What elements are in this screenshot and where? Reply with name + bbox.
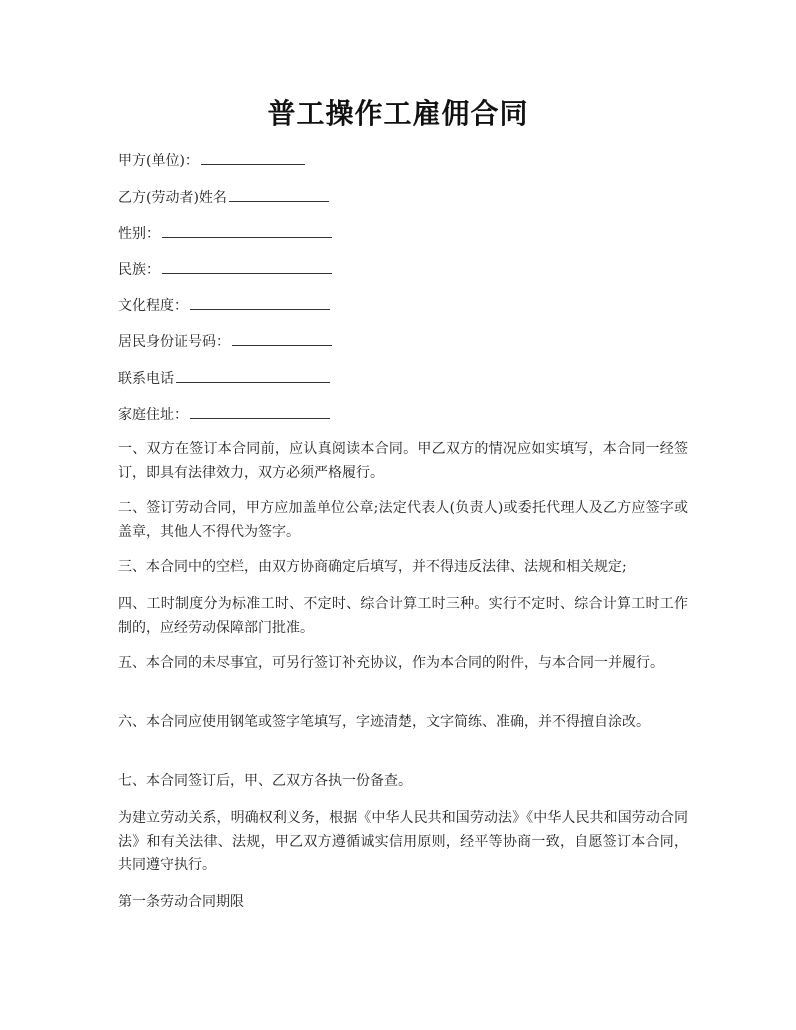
party-b-name-blank[interactable] — [229, 187, 329, 202]
party-a-blank[interactable] — [201, 150, 305, 165]
note-1: 一、双方在签订本合同前，应认真阅读本合同。甲乙双方的情况应如实填写，本合同一经签订，即具有法律效力，双方必须严格履行。 — [118, 441, 688, 481]
id-number-label: 居民身份证号码： — [118, 334, 230, 350]
preamble-paragraph: 为建立劳动关系，明确权利义务，根据《中华人民共和国劳动法》《中华人民共和国劳动合同法》和有关法律、法规，甲乙双方遵循诚实信用原则，经平等协商一致，自愿签订本合同，共同遵守执行。 — [118, 810, 688, 873]
phone-field — [118, 368, 330, 389]
education-label: 文化程度： — [118, 298, 188, 314]
note-5: 五、本合同的未尽事宜，可另行签订补充协议，作为本合同的附件，与本合同一并履行。 — [118, 655, 664, 671]
phone-label: 联系电话 — [118, 371, 174, 387]
note-2: 二、签订劳动合同，甲方应加盖单位公章;法定代表人(负责人)或委托代理人及乙方应签字或盖章，其他人不得代为签字。 — [118, 500, 688, 540]
note-4: 四、工时制度分为标准工时、不定时、综合计算工时三种。实行不定时、综合计算工时工作制的，应经劳动保障部门批准。 — [118, 596, 688, 636]
id-number-field — [118, 331, 332, 352]
id-number-blank[interactable] — [232, 331, 332, 346]
note-7: 七、本合同签订后，甲、乙双方各执一份备查。 — [118, 773, 412, 789]
section-heading: 第一条劳动合同期限 — [118, 894, 244, 910]
gender-label: 性别： — [118, 226, 160, 242]
note-6: 六、本合同应使用钢笔或签字笔填写，字迹清楚，文字简练、准确，并不得擅自涂改。 — [118, 714, 650, 730]
education-blank[interactable] — [190, 295, 330, 310]
gender-field — [118, 223, 332, 244]
document-title: 普工操作工雇佣合同 — [267, 97, 529, 130]
note-3: 三、本合同中的空栏，由双方协商确定后填写，并不得违反法律、法规和相关规定; — [118, 559, 627, 575]
address-blank[interactable] — [190, 404, 330, 419]
phone-blank[interactable] — [176, 368, 330, 383]
education-field — [118, 295, 330, 316]
address-label: 家庭住址： — [118, 407, 188, 423]
party-a-field — [118, 150, 305, 171]
ethnicity-label: 民族： — [118, 262, 160, 278]
party-b-name-field — [118, 187, 329, 208]
ethnicity-blank[interactable] — [162, 259, 332, 274]
address-field — [118, 404, 330, 425]
party-a-label: 甲方(单位)： — [118, 153, 199, 169]
gender-blank[interactable] — [162, 223, 332, 238]
party-b-name-label: 乙方(劳动者)姓名 — [118, 190, 227, 206]
ethnicity-field — [118, 259, 332, 280]
